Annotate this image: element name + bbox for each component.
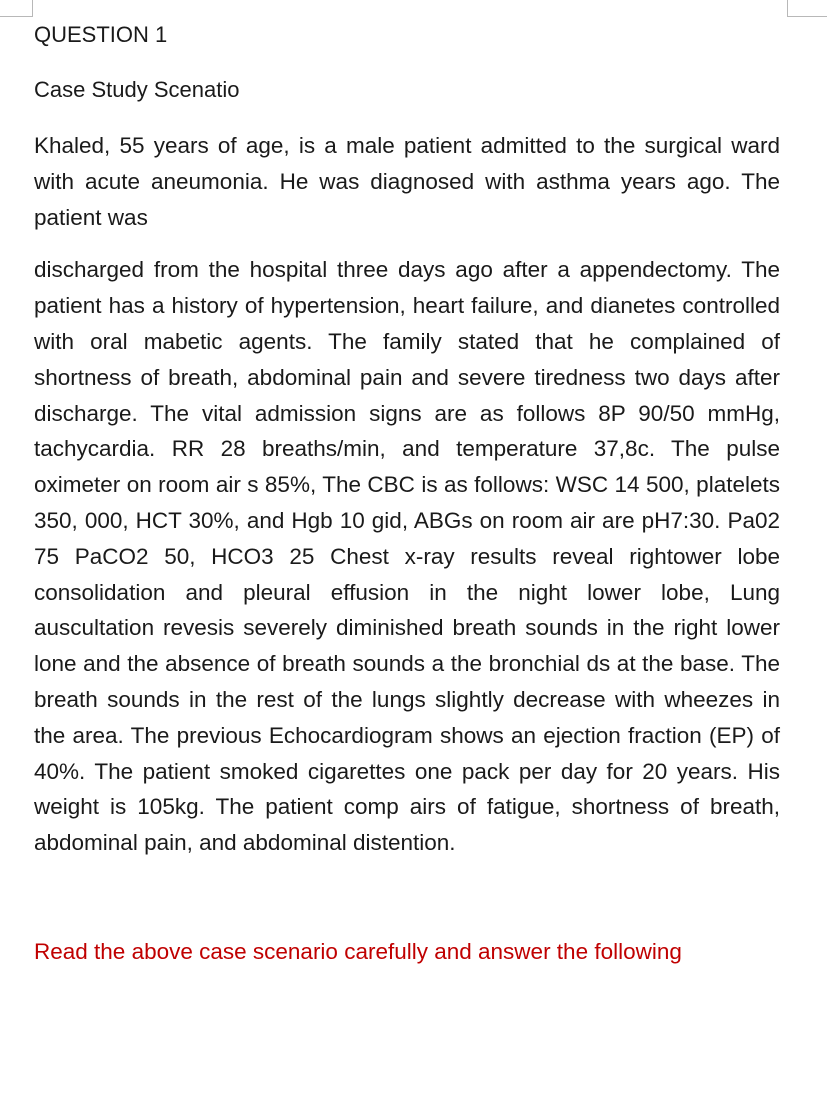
case-study-title: Case Study Scenatio: [34, 77, 240, 102]
page-corner-marker-left: [0, 0, 33, 17]
instruction-text: Read the above case scenario carefully and answer the following: [34, 938, 682, 964]
question-heading: QUESTION 1: [34, 22, 168, 47]
case-details-paragraph: discharged from the hospital three days ago after a appendectomy. The patient has a history of hypertension, heart failure, and dianetes controlled with oral mabetic agents. The family stated that he complained of shortness of breath, abdominal pain and severe tiredness two days after discharge. The vital admission signs are as follows 8P 90/50 mmHg, tachycardia. RR 28 breaths/min, and temperature 37,8c. The pulse oximeter on room air s 85%, The CBC is as follows: WSC 14 500, platelets 350, 000, HCT 30%, and Hgb 10 gid, ABGs on room air are pH7:30. Pa02 75 PaCO2 50, HCO3 25 Chest x-ray results reveal rightower lobe consolidation and pleural effusion in the night lower lobe, Lung auscultation revesis severely diminished breath sounds in the right lower lone and the absence of breath sounds a the bronchial ds at the base. The breath sounds in the rest of the lungs slightly decrease with wheezes in the area. The previous Echocardiogram shows an ejection fraction (EP) of 40%. The patient smoked cigarettes one pack per day for 20 years. His weight is 105kg. The patient comp airs of fatigue, shortness of breath, abdominal pain, and abdominal distention.: [34, 257, 780, 856]
document-page: [34, 20, 780, 967]
intro-paragraph: Khaled, 55 years of age, is a male patient admitted to the surgical ward with acute aneumonia. He was diagnosed with asthma years ago. The patient was: [34, 133, 780, 230]
page-corner-marker-right: [787, 0, 827, 17]
